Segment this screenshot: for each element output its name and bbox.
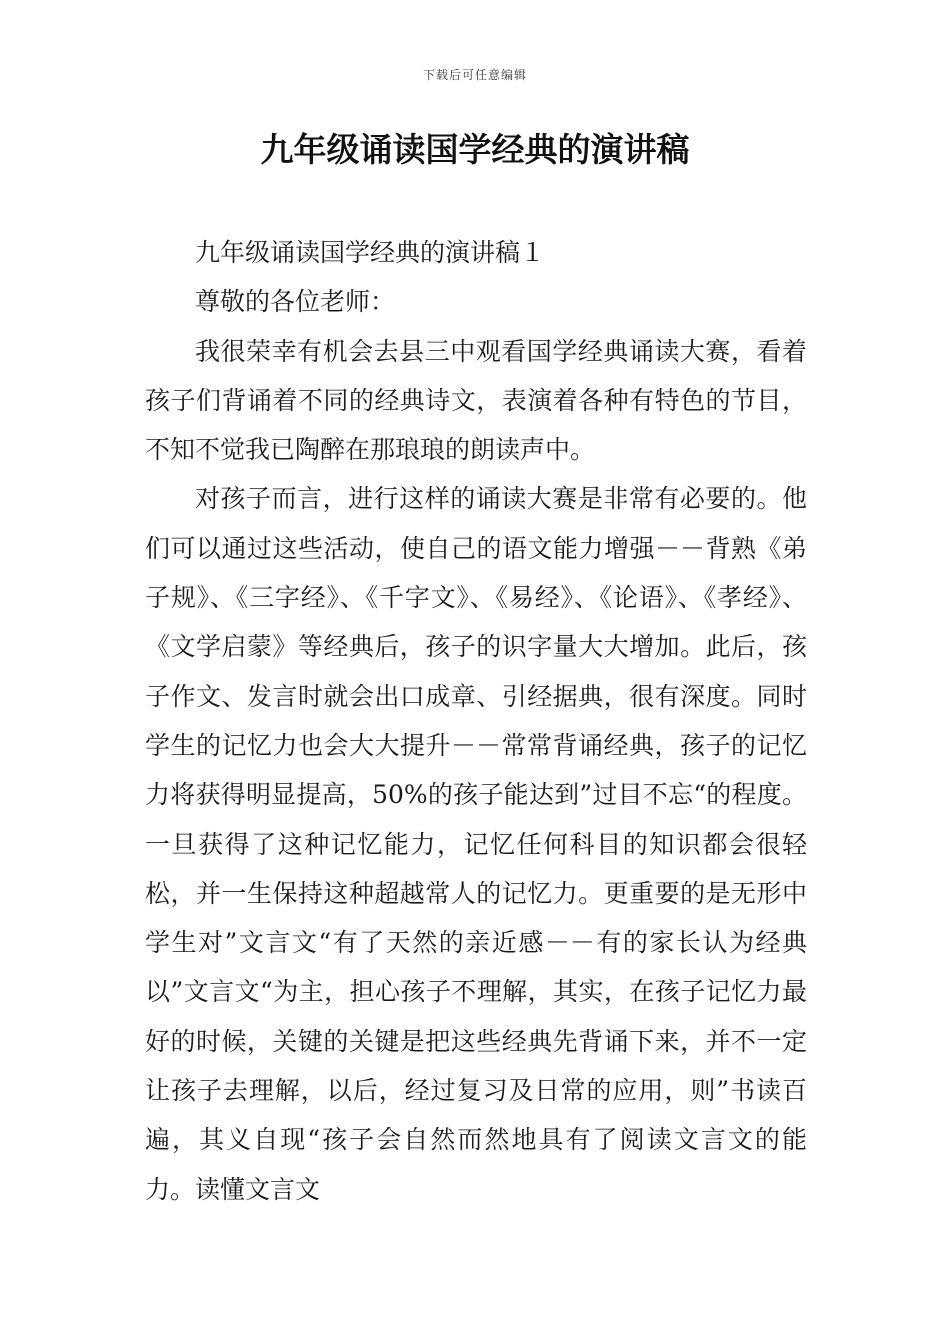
header-note: 下载后可任意编辑 <box>422 68 527 82</box>
greeting: 尊敬的各位老师： <box>195 287 396 317</box>
document-body <box>145 228 807 1214</box>
paragraph: 我很荣幸有机会去县三中观看国学经典诵读大赛，看着孩子们背诵着不同的经典诗文，表演着各种有特色的节目，不知不觉我已陶醉在那琅琅的朗读声中。 <box>145 336 807 465</box>
paragraph: 对孩子而言，进行这样的诵读大赛是非常有必要的。他们可以通过这些活动，使自己的语文能力增强－－背熟《弟子规》、《三字经》、《千字文》、《易经》、《论语》、《孝经》、《文学启蒙》等经典后，孩子的识字量大大增加。此后，孩子作文、发言时就会出口成章、引经据典，很有深度。同时学生的记忆力也会大大提升－－常常背诵经典，孩子的记忆力将获得明显提高，50%的孩子能达到”过目不忘“的程度。一旦获得了这种记忆能力，记忆任何科目的知识都会很轻松，并一生保持这种超越常人的记忆力。更重要的是无形中学生对”文言文“有了天然的亲近感－－有的家长认为经典以”文言文“为主，担心孩子不理解，其实，在孩子记忆力最好的时候，关键的关键是把这些经典先背诵下来，并不一定让孩子去理解，以后，经过复习及日常的应用，则”书读百遍，其义自现“孩子会自然而然地具有了阅读文言文的能力。读懂文言文 <box>145 484 807 1204</box>
document-subtitle: 九年级诵读国学经典的演讲稿１ <box>195 238 546 267</box>
document-title: 九年级诵读国学经典的演讲稿 <box>260 130 690 169</box>
